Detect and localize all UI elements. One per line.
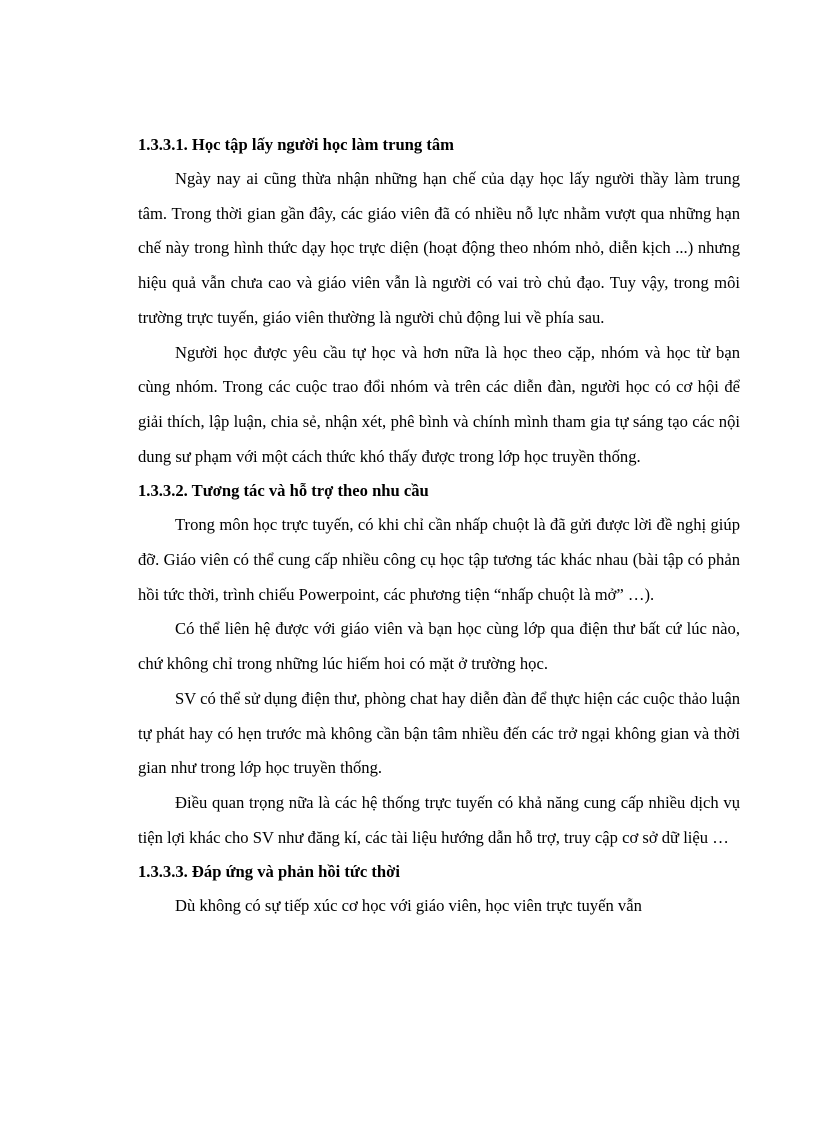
paragraph: Điều quan trọng nữa là các hệ thống trực tuyến có khả năng cung cấp nhiều dịch vụ tiện lợi khác cho SV như đăng kí, các tài liệu hướng dẫn hỗ trợ, truy cập cơ sở dữ liệu …: [138, 792, 740, 847]
section-heading-1-3-3-3: 1.3.3.3. Đáp ứng và phản hồi tức thời: [138, 862, 400, 882]
section-heading-1-3-3-1: 1.3.3.1. Học tập lấy người học làm trung tâm: [138, 135, 454, 154]
paragraph: Trong môn học trực tuyến, có khi chỉ cần nhấp chuột là đã gửi được lời đề nghị giúp đỡ. Giáo viên có thể cung cấp nhiều công cụ học tập tương tác khác nhau (bài tập có phản hồi tức thời, trình chiếu Powerpoint, các phương tiện “nhấp chuột là mở” …).: [138, 515, 740, 604]
paragraph: Có thể liên hệ được với giáo viên và bạn học cùng lớp qua điện thư bất cứ lúc nào, chứ không chỉ trong những lúc hiếm hoi có mặt ở trường học.: [138, 619, 740, 674]
paragraph: SV có thể sử dụng điện thư, phòng chat hay diễn đàn để thực hiện các cuộc thảo luận tự phát hay có hẹn trước mà không cần bận tâm nhiều đến các trở ngại không gian và thời gian như trong lớp học truyền thống.: [138, 688, 740, 778]
section-heading-1-3-3-2: 1.3.3.2. Tương tác và hỗ trợ theo nhu cầu: [138, 481, 429, 501]
paragraph: Dù không có sự tiếp xúc cơ học với giáo viên, học viên trực tuyến vẫn: [175, 896, 642, 916]
paragraph: Ngày nay ai cũng thừa nhận những hạn chế của dạy học lấy người thầy làm trung tâm. Trong thời gian gần đây, các giáo viên đã có nhiều nỗ lực nhằm vượt qua những hạn chế này trong hình thức dạy học trực diện (hoạt động theo nhóm nhỏ, diễn kịch ...) nhưng hiệu quả vẫn chưa cao và giáo viên vẫn là người có vai trò chủ đạo. Tuy vậy, trong môi trường trực tuyến, giáo viên thường là người chủ động lui về phía sau.: [138, 169, 740, 327]
paragraph: Người học được yêu cầu tự học và hơn nữa là học theo cặp, nhóm và học từ bạn cùng nhóm. Trong các cuộc trao đổi nhóm và trên các diễn đàn, người học có cơ hội để giải thích, lập luận, chia sẻ, nhận xét, phê bình và chính mình tham gia tự sáng tạo các nội dung sư phạm với một cách thức khó thấy được trong lớp học truyền thống.: [138, 342, 740, 466]
document-page: [138, 128, 740, 924]
